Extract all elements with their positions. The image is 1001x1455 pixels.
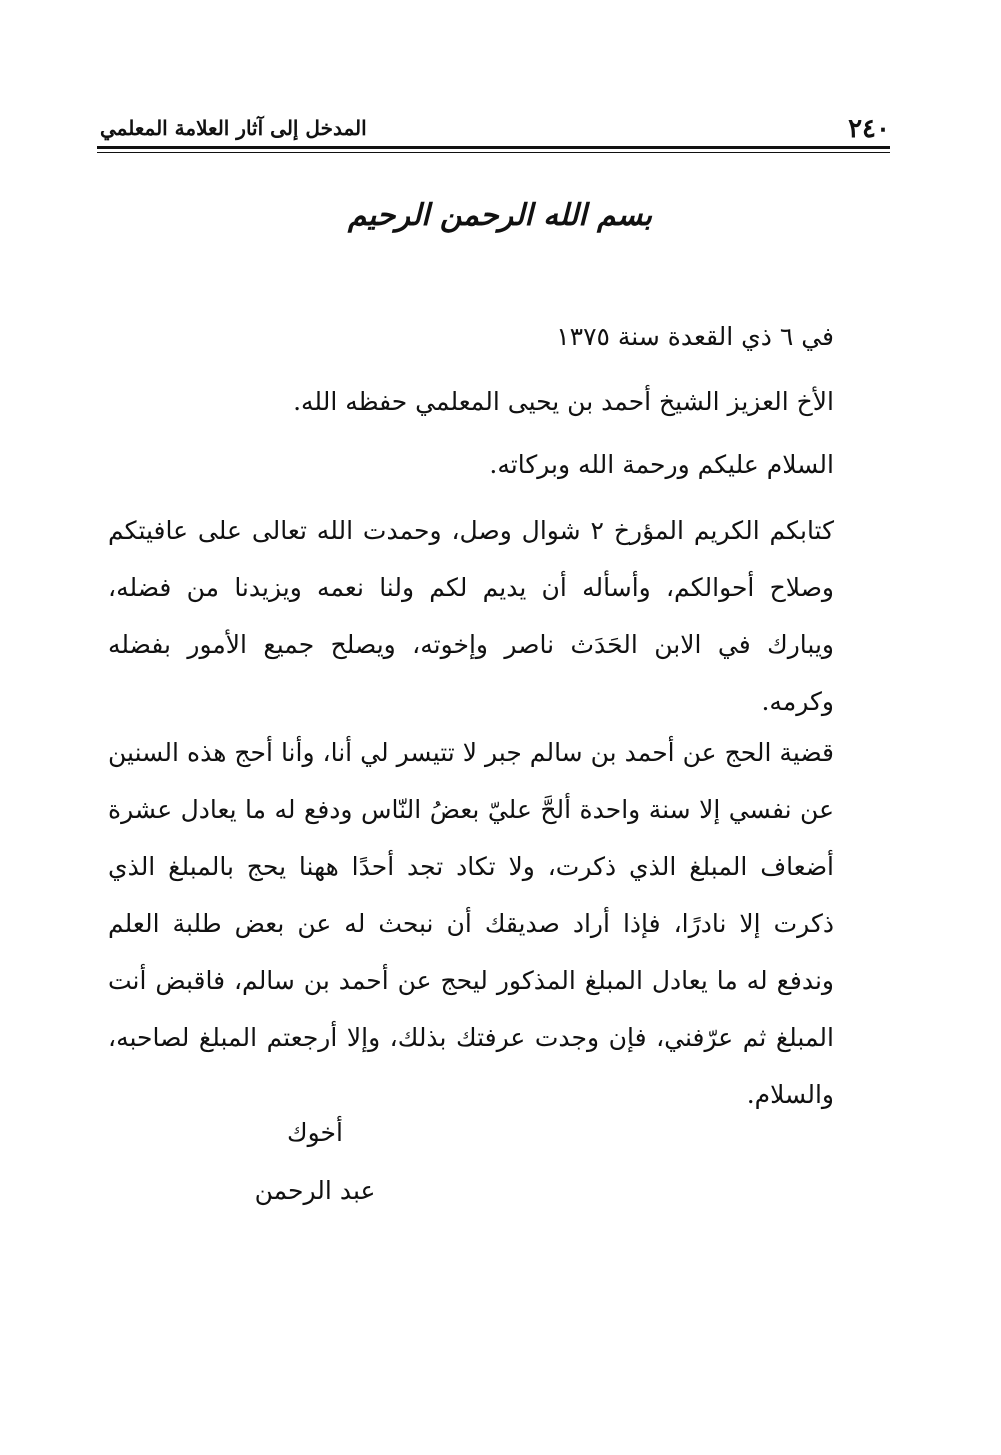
page-number: ٢٤٠ xyxy=(848,114,890,144)
letter-signoff: أخوك xyxy=(287,1118,343,1147)
letter-date: في ٦ ذي القعدة سنة ١٣٧٥ xyxy=(556,322,834,351)
letter-addressee: الأخ العزيز الشيخ أحمد بن يحيى المعلمي حفظه الله. xyxy=(293,387,834,416)
letter-paragraph-1: كتابكم الكريم المؤرخ ٢ شوال وصل، وحمدت الله تعالى على عافيتكم وصلاح أحوالكم، وأسأله أن يديم لكم ولنا نعمه ويزيدنا من فضله، ويبارك في الابن الحَدَث ناصر وإخوته، ويصلح جميع الأمور بفضله وكرمه. xyxy=(108,516,835,716)
header-rule-thin xyxy=(97,152,890,153)
letter-greeting: السلام عليكم ورحمة الله وبركاته. xyxy=(489,450,834,479)
basmala-ornament: بسم الله الرحمن الرحيم xyxy=(347,198,653,233)
header-rule-thick xyxy=(97,146,890,149)
letter-paragraph-2: قضية الحج عن أحمد بن سالم جبر لا تتيسر لي أنا، وأنا أحج هذه السنين عن نفسي إلا سنة واحدة ألحَّ عليّ بعضُ النّاس ودفع له ما يعادل عشرة أضعاف المبلغ الذي ذكرت، ولا تكاد تجد أحدًا ههنا يحج بالمبلغ الذي ذكرت إلا نادرًا، فإذا أراد صديقك أن نبحث له عن بعض طلبة العلم وندفع له ما يعادل المبلغ المذكور ليحج عن أحمد بن سالم، فاقبض أنت المبلغ ثم عرّفني، فإن وجدت عرفتك بذلك، وإلا أرجعتم المبلغ لصاحبه، والسلام. xyxy=(108,738,834,1109)
letter-signature: عبد الرحمن xyxy=(254,1176,376,1205)
book-title: المدخل إلى آثار العلامة المعلمي xyxy=(100,116,367,140)
